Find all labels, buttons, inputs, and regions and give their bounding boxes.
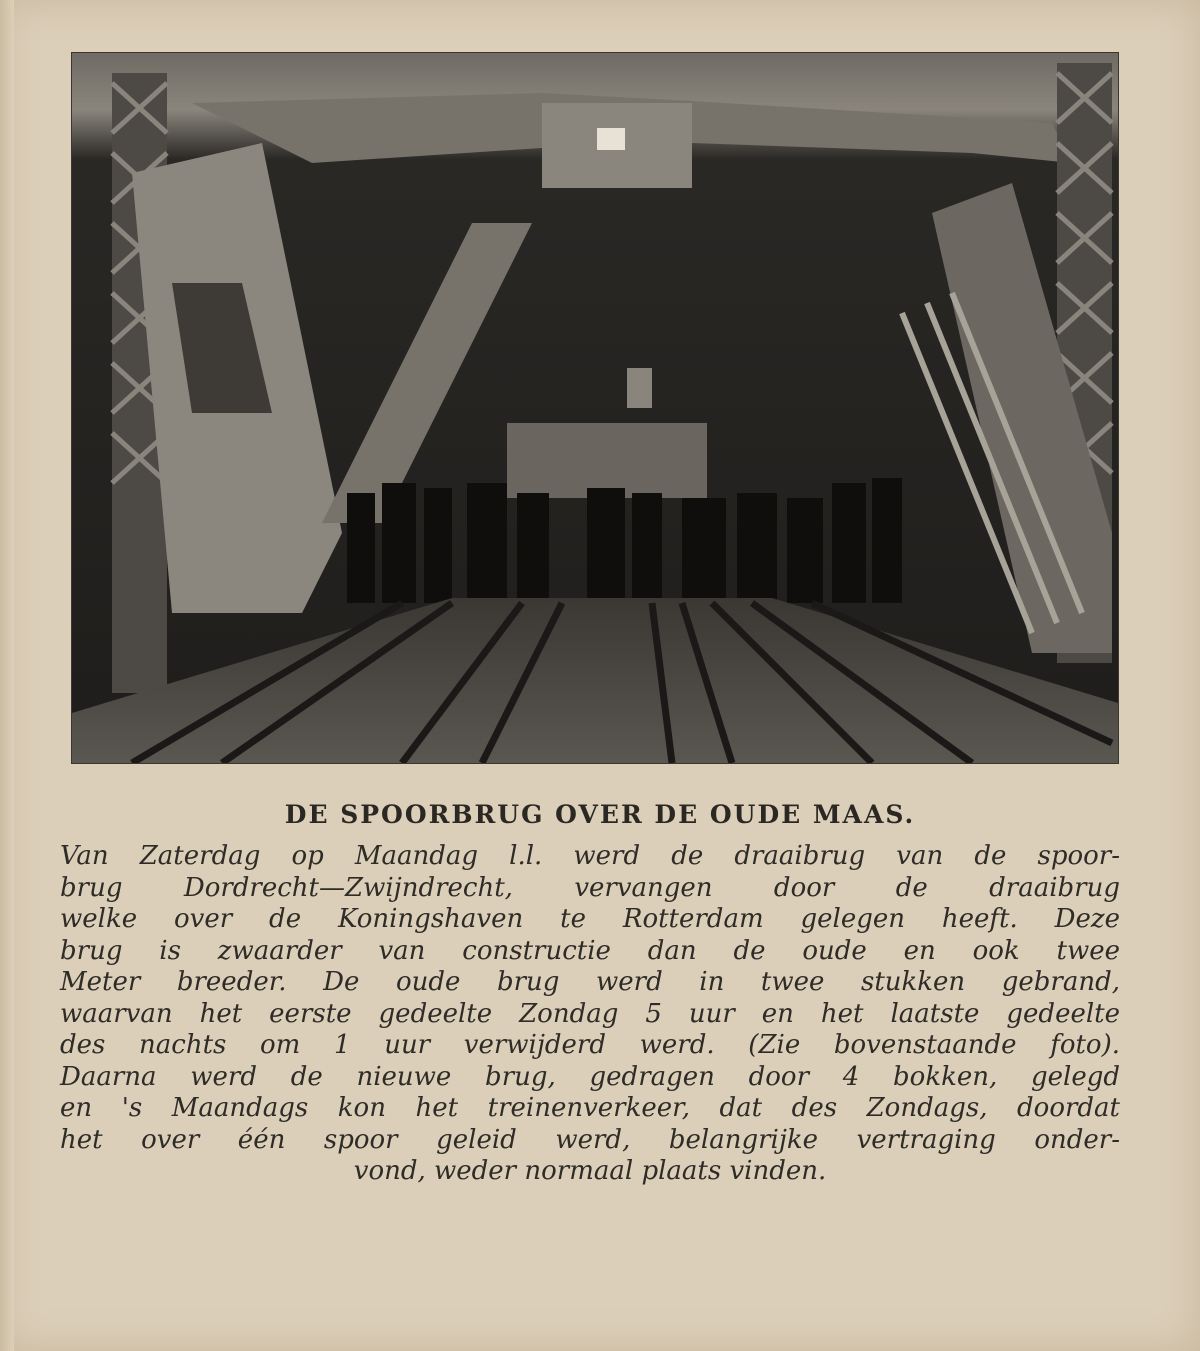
- article-line: des nachts om 1 uur verwijderd werd. (Zie bovenstaande foto).: [60, 1030, 1120, 1060]
- bridge-photo-illustration: [72, 53, 1118, 763]
- article-line: Daarna werd de nieuwe brug, gedragen door 4 bokken, gelegd: [60, 1061, 1120, 1092]
- headline: DE SPOORBRUG OVER DE OUDE MAAS.: [284, 800, 916, 829]
- paper-edge: [0, 0, 14, 1351]
- article-line: brug is zwaarder van constructie dan de oude en ook twee: [60, 935, 1120, 966]
- article-line: brug Dordrecht—Zwijndrecht, vervangen door de draaibrug: [60, 872, 1120, 903]
- bridge-photo: [71, 52, 1119, 764]
- article-line: Meter breeder. De oude brug werd in twee stukken gebrand,: [60, 967, 1120, 997]
- article-line: Van Zaterdag op Maandag l.l. werd de draaibrug van de spoor-: [60, 841, 1120, 871]
- article-body: [60, 841, 1120, 1188]
- article-line: en 's Maandags kon het treinenverkeer, dat des Zondags, doordat: [60, 1093, 1120, 1123]
- article-line: het over één spoor geleid werd, belangrijke vertraging onder-: [60, 1124, 1120, 1155]
- article-line: waarvan het eerste gedeelte Zondag 5 uur en het laatste gedeelte: [60, 998, 1120, 1029]
- article-line: vond, weder normaal plaats vinden.: [353, 1156, 827, 1186]
- article-line: welke over de Koningshaven te Rotterdam gelegen heeft. Deze: [60, 904, 1120, 934]
